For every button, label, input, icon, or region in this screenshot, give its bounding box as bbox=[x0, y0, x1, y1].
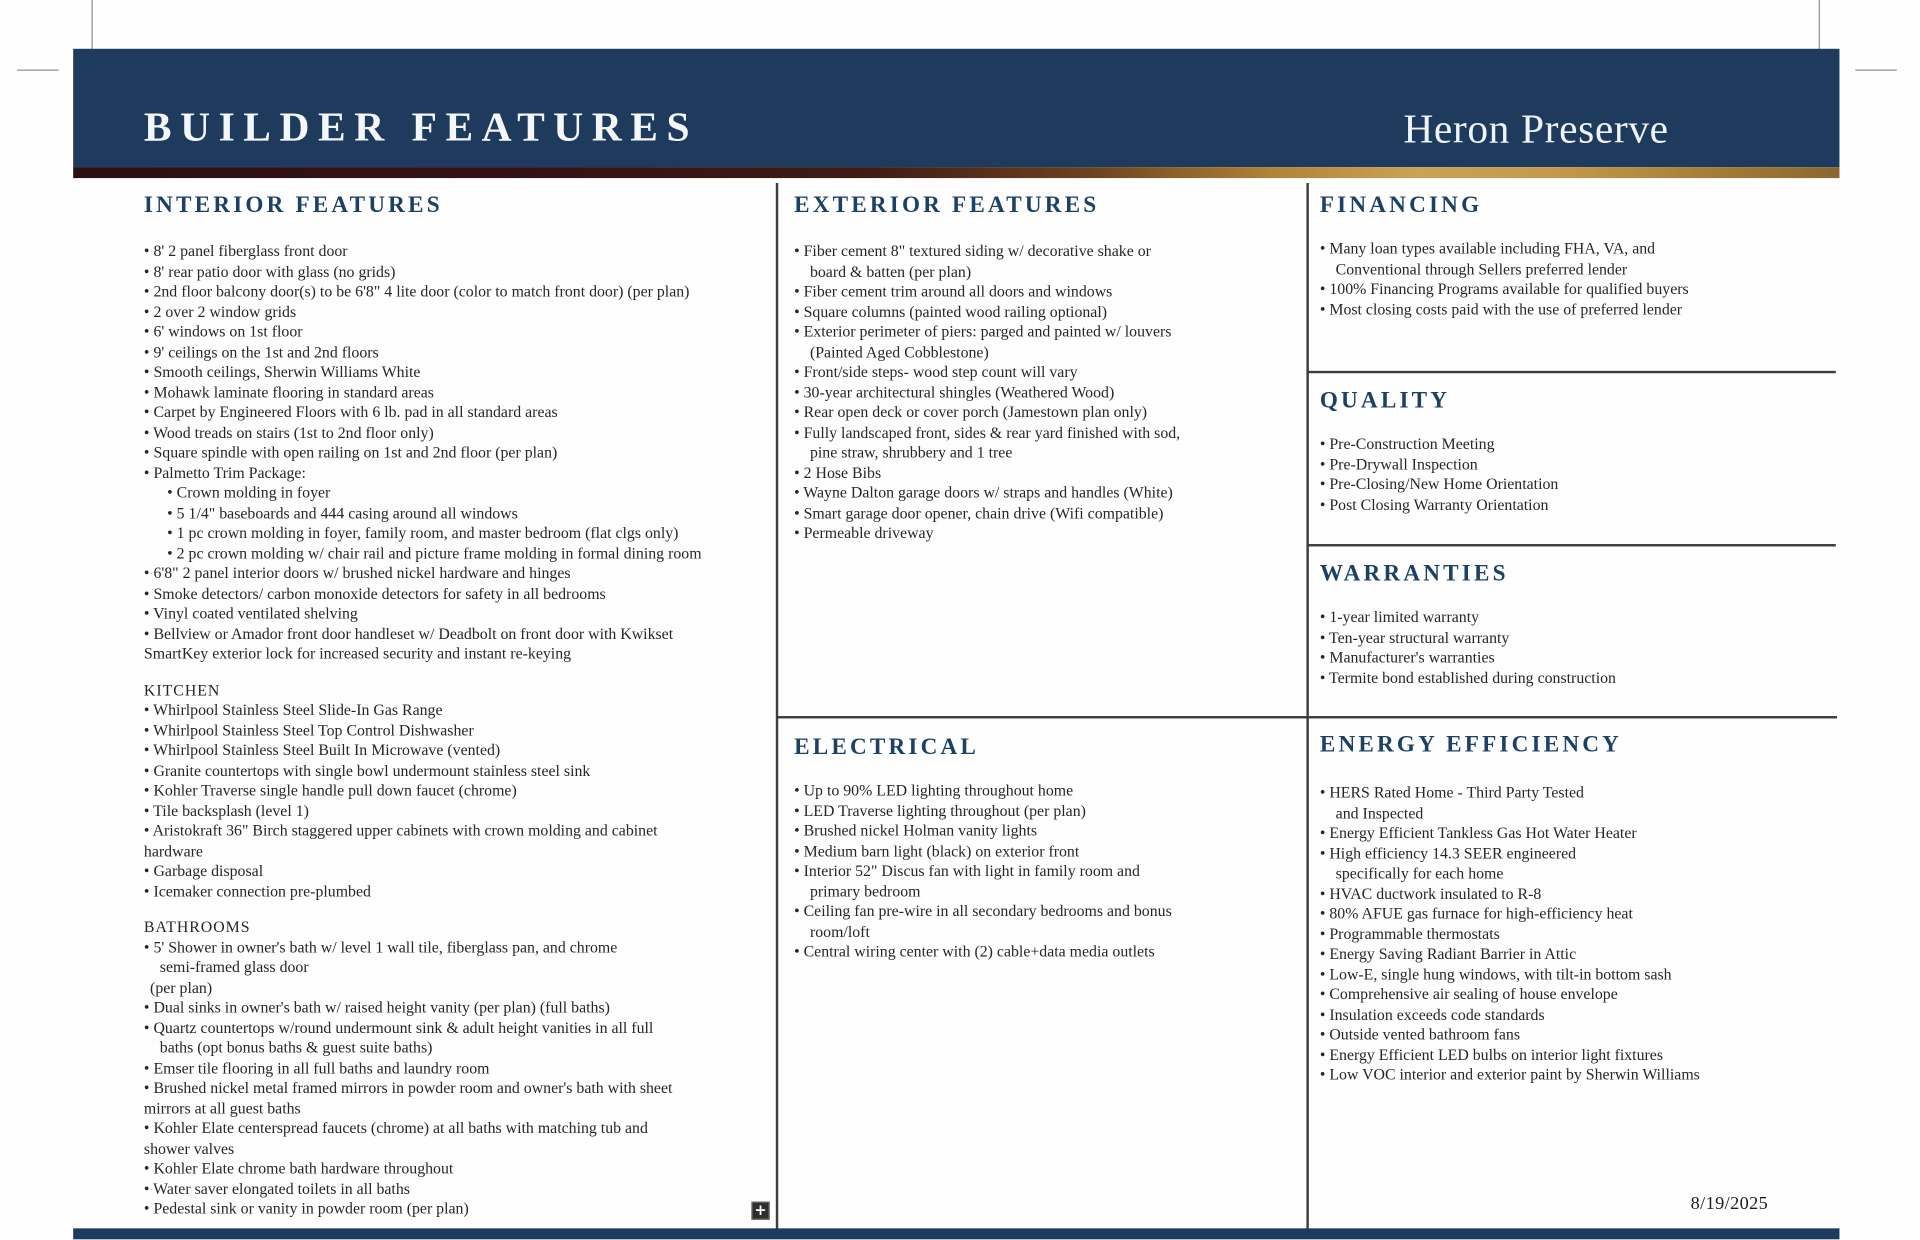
accent-stripe bbox=[73, 167, 1839, 178]
feature-line: • 8' 2 panel fiberglass front door bbox=[143, 241, 348, 260]
feature-line: • 6' windows on 1st floor bbox=[143, 322, 303, 341]
feature-line: • Bellview or Amador front door handleset w/ Deadbolt on front door with Kwikset bbox=[143, 623, 674, 643]
revision-date: 8/19/2025 bbox=[1690, 1194, 1769, 1214]
feature-line: • Kohler Elate chrome bath hardware throughout bbox=[143, 1158, 454, 1178]
header-band bbox=[73, 49, 1839, 167]
feature-line: shower valves bbox=[143, 1138, 235, 1157]
feature-line: • Kohler Traverse single handle pull down faucet (chrome) bbox=[143, 780, 517, 799]
feature-line: • Termite bond established during construction bbox=[1319, 667, 1616, 687]
feature-line: • 1-year limited warranty bbox=[1319, 607, 1480, 626]
feature-line: • 2nd floor balcony door(s) to be 6'8" 4 lite door (color to match front door) (per plan) bbox=[143, 281, 690, 301]
feature-line: • Carpet by Engineered Floors with 6 lb. pad in all standard areas bbox=[143, 402, 558, 421]
feature-line: • 30-year architectural shingles (Weathered Wood) bbox=[794, 382, 1115, 401]
feature-line: • 2 Hose Bibs bbox=[794, 462, 882, 482]
feature-line: • Emser tile flooring in all full baths and laundry room bbox=[143, 1058, 490, 1077]
section-interior-features bbox=[73, 178, 777, 1229]
electrical-feature-list bbox=[794, 781, 1308, 962]
feature-line: • Ceiling fan pre-wire in all secondary bedrooms and bonus bbox=[794, 901, 1172, 920]
feature-line: • 100% Financing Programs available for qualified buyers bbox=[1319, 279, 1689, 298]
section-heading-electrical: ELECTRICAL bbox=[794, 734, 980, 760]
feature-line: • 2 pc crown molding w/ chair rail and picture frame molding in formal dining room bbox=[167, 543, 702, 562]
exterior-feature-list bbox=[794, 242, 1308, 544]
feature-line: • Whirlpool Stainless Steel Built In Microwave (vented) bbox=[143, 740, 501, 759]
feature-line: • Granite countertops with single bowl undermount stainless steel sink bbox=[143, 760, 591, 779]
interior-feature-list bbox=[144, 242, 777, 1220]
feature-line: • Pedestal sink or vanity in powder room (per plan) bbox=[143, 1199, 469, 1218]
feature-line: • Wood treads on stairs (1st to 2nd floor only) bbox=[143, 422, 434, 441]
feature-line: • Fiber cement 8" textured siding w/ decorative shake or bbox=[794, 241, 1151, 260]
feature-line: • Brushed nickel metal framed mirrors in powder room and owner's bath with sheet bbox=[143, 1078, 673, 1097]
feature-line: • Smart garage door opener, chain drive (Wifi compatible) bbox=[794, 503, 1164, 522]
feature-line: • HVAC ductwork insulated to R-8 bbox=[1319, 883, 1542, 903]
expand-button[interactable]: + bbox=[751, 1202, 769, 1220]
feature-line: • Low-E, single hung windows, with tilt-in bottom sash bbox=[1319, 964, 1672, 983]
section-heading-interior: INTERIOR FEATURES bbox=[143, 192, 443, 219]
feature-line: • Comprehensive air sealing of house envelope bbox=[1319, 984, 1618, 1003]
feature-line: and Inspected bbox=[1335, 803, 1424, 822]
feature-line: • Ten-year structural warranty bbox=[1319, 627, 1510, 646]
feature-line: • Wayne Dalton garage doors w/ straps and handles (White) bbox=[794, 483, 1173, 502]
feature-line: mirrors at all guest baths bbox=[143, 1098, 301, 1117]
section-heading-exterior: EXTERIOR FEATURES bbox=[794, 192, 1100, 219]
section-exterior-features bbox=[777, 178, 1308, 716]
feature-line: specifically for each home bbox=[1335, 863, 1504, 882]
feature-line: • Quartz countertops w/round undermount sink & adult height vanities in all full bbox=[143, 1017, 654, 1037]
feature-line: • Square spindle with open railing on 1st and 2nd floor (per plan) bbox=[143, 442, 558, 462]
feature-line: • Many loan types available including FHA, VA, and bbox=[1319, 239, 1656, 258]
list-spacer bbox=[144, 664, 777, 680]
feature-line: • Insulation exceeds code standards bbox=[1319, 1004, 1545, 1023]
feature-line: • 5' Shower in owner's bath w/ level 1 wall tile, fiberglass pan, and chrome bbox=[143, 937, 618, 956]
feature-line: • Programmable thermostats bbox=[1319, 923, 1500, 943]
feature-line: • Energy Saving Radiant Barrier in Attic bbox=[1319, 944, 1577, 963]
feature-line: • Pre-Drywall Inspection bbox=[1319, 454, 1478, 473]
feature-line: • Medium barn light (black) on exterior front bbox=[794, 841, 1080, 860]
feature-line: • 2 over 2 window grids bbox=[143, 301, 297, 321]
feature-line: • 80% AFUE gas furnace for high-efficiency heat bbox=[1319, 903, 1633, 923]
feature-line: • HERS Rated Home - Third Party Tested bbox=[1319, 783, 1584, 802]
feature-line: board & batten (per plan) bbox=[809, 261, 972, 280]
crop-mark-top-right-horizontal bbox=[1855, 70, 1896, 71]
feature-line: • Post Closing Warranty Orientation bbox=[1319, 494, 1549, 513]
feature-line: (Painted Aged Cobblestone) bbox=[809, 342, 989, 361]
feature-line: • Fully landscaped front, sides & rear yard finished with sod, bbox=[794, 422, 1181, 441]
feature-line: • Exterior perimeter of piers: parged and painted w/ louvers bbox=[794, 322, 1172, 341]
feature-line: • Smoke detectors/ carbon monoxide detectors for safety in all bedrooms bbox=[143, 583, 606, 602]
feature-line: • Brushed nickel Holman vanity lights bbox=[794, 820, 1038, 840]
feature-line: • High efficiency 14.3 SEER engineered bbox=[1319, 843, 1577, 862]
feature-line: • Energy Efficient Tankless Gas Hot Water Heater bbox=[1319, 823, 1637, 842]
section-heading-energy: ENERGY EFFICIENCY bbox=[1319, 731, 1623, 758]
feature-line: • 1 pc crown molding in foyer, family room, and master bedroom (flat clgs only) bbox=[167, 523, 679, 542]
feature-line: • Pre-Construction Meeting bbox=[1319, 434, 1495, 453]
page-title: BUILDER FEATURES bbox=[143, 104, 699, 151]
feature-line: • 5 1/4" baseboards and 444 casing around all windows bbox=[167, 503, 518, 522]
list-subheading: KITCHEN bbox=[143, 680, 221, 699]
section-quality bbox=[1308, 373, 1840, 544]
feature-line: • Crown molding in foyer bbox=[167, 483, 331, 502]
feature-line: • Fiber cement trim around all doors and windows bbox=[794, 281, 1113, 301]
financing-list bbox=[1320, 239, 1840, 320]
warranties-list bbox=[1320, 607, 1840, 688]
feature-line: • LED Traverse lighting throughout (per plan) bbox=[794, 800, 1086, 820]
feature-line: • Water saver elongated toilets in all baths bbox=[143, 1178, 410, 1198]
feature-line: room/loft bbox=[809, 921, 870, 940]
list-spacer bbox=[144, 901, 777, 917]
feature-line: • Interior 52" Discus fan with light in family room and bbox=[794, 861, 1140, 880]
feature-line: • Up to 90% LED lighting throughout home bbox=[794, 780, 1074, 799]
feature-line: pine straw, shrubbery and 1 tree bbox=[809, 442, 1013, 462]
feature-line: Conventional through Sellers preferred lender bbox=[1335, 259, 1628, 278]
feature-line: baths (opt bonus baths & guest suite baths) bbox=[159, 1038, 433, 1057]
crop-mark-top-left-vertical bbox=[91, 0, 92, 54]
feature-line: • Low VOC interior and exterior paint by Sherwin Williams bbox=[1319, 1064, 1700, 1084]
feature-line: • Kohler Elate centerspread faucets (chrome) at all baths with matching tub and bbox=[143, 1118, 648, 1137]
feature-line: hardware bbox=[143, 841, 203, 860]
community-name: Heron Preserve bbox=[1403, 107, 1669, 153]
section-heading-warranties: WARRANTIES bbox=[1319, 561, 1509, 587]
bottom-page-bar bbox=[73, 1228, 1839, 1239]
section-warranties bbox=[1308, 546, 1840, 716]
feature-line: • Front/side steps- wood step count will vary bbox=[794, 362, 1078, 381]
feature-line: • 8' rear patio door with glass (no grids) bbox=[143, 261, 396, 280]
feature-line: • Pre-Closing/New Home Orientation bbox=[1319, 474, 1559, 493]
feature-line: • Vinyl coated ventilated shelving bbox=[143, 603, 358, 623]
feature-line: • Manufacturer's warranties bbox=[1319, 647, 1495, 667]
feature-line: • Dual sinks in owner's bath w/ raised height vanity (per plan) (full baths) bbox=[143, 997, 610, 1017]
section-energy-efficiency bbox=[1308, 718, 1840, 1229]
feature-line: • Smooth ceilings, Sherwin Williams White bbox=[143, 362, 421, 381]
feature-line: SmartKey exterior lock for increased security and instant re-keying bbox=[143, 644, 572, 663]
feature-line: • Palmetto Trim Package: bbox=[143, 462, 306, 482]
crop-mark-top-left-horizontal bbox=[17, 70, 58, 71]
feature-line: • Square columns (painted wood railing optional) bbox=[794, 301, 1108, 321]
feature-line: • 6'8" 2 panel interior doors w/ brushed nickel hardware and hinges bbox=[143, 563, 571, 582]
feature-line: • Tile backsplash (level 1) bbox=[143, 800, 309, 820]
feature-line: • Rear open deck or cover porch (Jamestown plan only) bbox=[794, 402, 1148, 421]
section-financing bbox=[1308, 178, 1840, 371]
feature-line: • Energy Efficient LED bulbs on interior light fixtures bbox=[1319, 1044, 1664, 1064]
feature-line: • Aristokraft 36" Birch staggered upper cabinets with crown molding and cabinet bbox=[143, 820, 658, 840]
feature-line: • Garbage disposal bbox=[143, 861, 264, 880]
section-heading-financing: FINANCING bbox=[1319, 192, 1483, 219]
feature-line: • Outside vented bathroom fans bbox=[1319, 1024, 1521, 1043]
feature-line: semi-framed glass door bbox=[159, 957, 309, 976]
feature-line: • Icemaker connection pre-plumbed bbox=[143, 881, 371, 900]
feature-line: • Whirlpool Stainless Steel Top Control Dishwasher bbox=[143, 720, 474, 739]
feature-line: • Whirlpool Stainless Steel Slide-In Gas Range bbox=[143, 700, 443, 719]
feature-line: • Mohawk laminate flooring in standard areas bbox=[143, 382, 434, 401]
list-subheading: BATHROOMS bbox=[143, 917, 251, 936]
feature-line: • Most closing costs paid with the use of preferred lender bbox=[1319, 299, 1683, 318]
feature-line: • Central wiring center with (2) cable+data media outlets bbox=[794, 941, 1155, 960]
quality-list bbox=[1320, 434, 1840, 515]
section-electrical bbox=[777, 718, 1308, 1229]
feature-line: • 9' ceilings on the 1st and 2nd floors bbox=[143, 342, 379, 361]
energy-feature-list bbox=[1320, 783, 1840, 1085]
section-heading-quality: QUALITY bbox=[1319, 387, 1451, 414]
feature-line: (per plan) bbox=[150, 977, 213, 996]
feature-line: • Permeable driveway bbox=[794, 523, 934, 542]
feature-line: primary bedroom bbox=[809, 881, 921, 900]
crop-mark-top-right-vertical bbox=[1819, 0, 1820, 54]
